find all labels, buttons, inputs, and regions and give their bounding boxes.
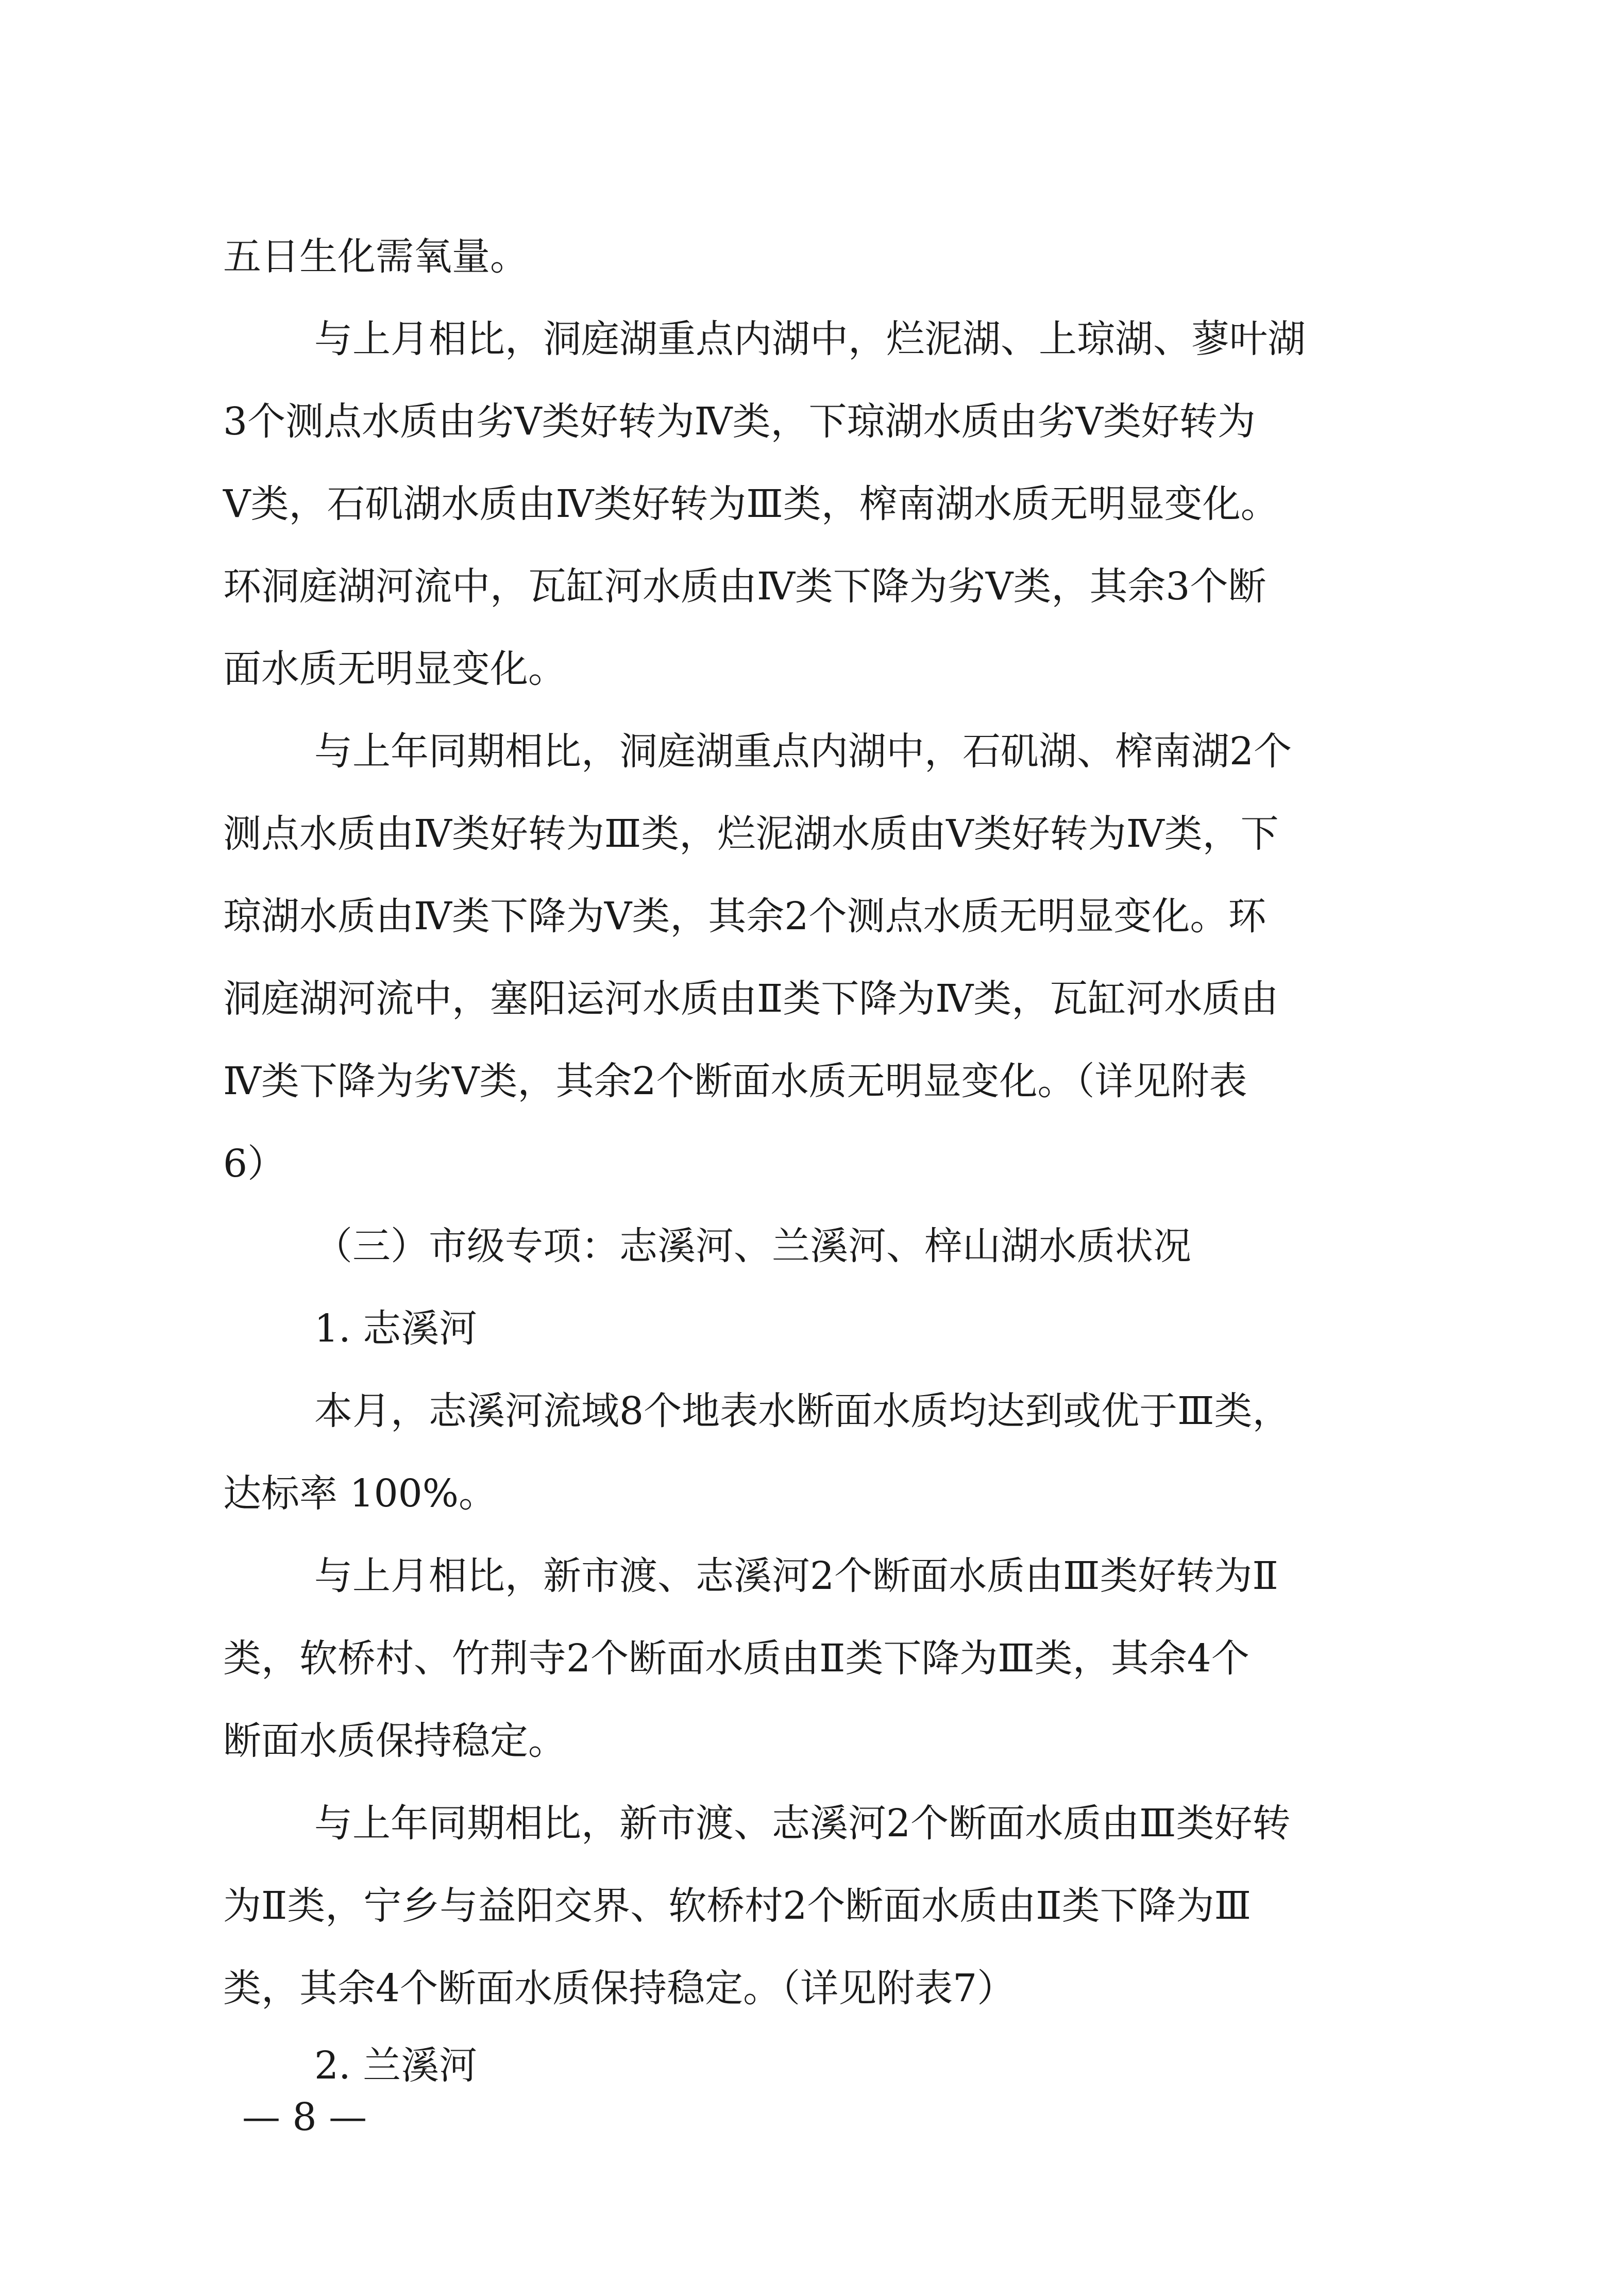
text-line: Ⅳ类下降为劣Ⅴ类，其余2个断面水质无明显变化。（详见附表 bbox=[223, 1059, 1247, 1103]
text-line: 达标率 100%。 bbox=[223, 1471, 497, 1516]
text-line: 面水质无明显变化。 bbox=[223, 647, 566, 691]
page-number: — 8 — bbox=[242, 2095, 367, 2139]
text-line: 与上月相比，洞庭湖重点内湖中，烂泥湖、上琼湖、蓼叶湖 bbox=[314, 317, 1306, 361]
text-line: 3个测点水质由劣Ⅴ类好转为Ⅳ类，下琼湖水质由劣Ⅴ类好转为 bbox=[223, 399, 1256, 444]
text-line: 本月，志溪河流域8个地表水断面水质均达到或优于Ⅲ类， bbox=[314, 1389, 1291, 1433]
text-line: 洞庭湖河流中，塞阳运河水质由Ⅱ类下降为Ⅳ类，瓦缸河水质由 bbox=[223, 977, 1279, 1021]
text-line: 断面水质保持稳定。 bbox=[223, 1719, 566, 1763]
text-line: Ⅴ类，石矶湖水质由Ⅳ类好转为Ⅲ类，榨南湖水质无明显变化。 bbox=[223, 482, 1279, 526]
text-line: 类，软桥村、竹荆寺2个断面水质由Ⅱ类下降为Ⅲ类，其余4个 bbox=[223, 1636, 1249, 1681]
text-line: 与上年同期相比，新市渡、志溪河2个断面水质由Ⅲ类好转 bbox=[314, 1801, 1291, 1846]
text-line: 与上年同期相比，洞庭湖重点内湖中，石矶湖、榨南湖2个 bbox=[314, 729, 1292, 774]
text-line: 测点水质由Ⅳ类好转为Ⅲ类，烂泥湖水质由Ⅴ类好转为Ⅳ类，下 bbox=[223, 812, 1279, 856]
section-heading: （三）市级专项：志溪河、兰溪河、梓山湖水质状况 bbox=[314, 1224, 1191, 1268]
text-line: 为Ⅱ类，宁乡与益阳交界、软桥村2个断面水质由Ⅱ类下降为Ⅲ bbox=[223, 1884, 1252, 1928]
text-line: 五日生化需氧量。 bbox=[223, 234, 528, 279]
subsection-heading: 2. 兰溪河 bbox=[314, 2043, 478, 2088]
text-line: 与上月相比，新市渡、志溪河2个断面水质由Ⅲ类好转为Ⅱ bbox=[314, 1554, 1278, 1598]
subsection-heading: 1. 志溪河 bbox=[314, 1306, 478, 1351]
text-line: 环洞庭湖河流中，瓦缸河水质由Ⅳ类下降为劣Ⅴ类，其余3个断 bbox=[223, 564, 1266, 609]
text-line: 6） bbox=[223, 1142, 286, 1186]
text-line: 类，其余4个断面水质保持稳定。（详见附表7） bbox=[223, 1966, 1016, 2010]
text-line: 琼湖水质由Ⅳ类下降为Ⅴ类，其余2个测点水质无明显变化。环 bbox=[223, 894, 1266, 938]
